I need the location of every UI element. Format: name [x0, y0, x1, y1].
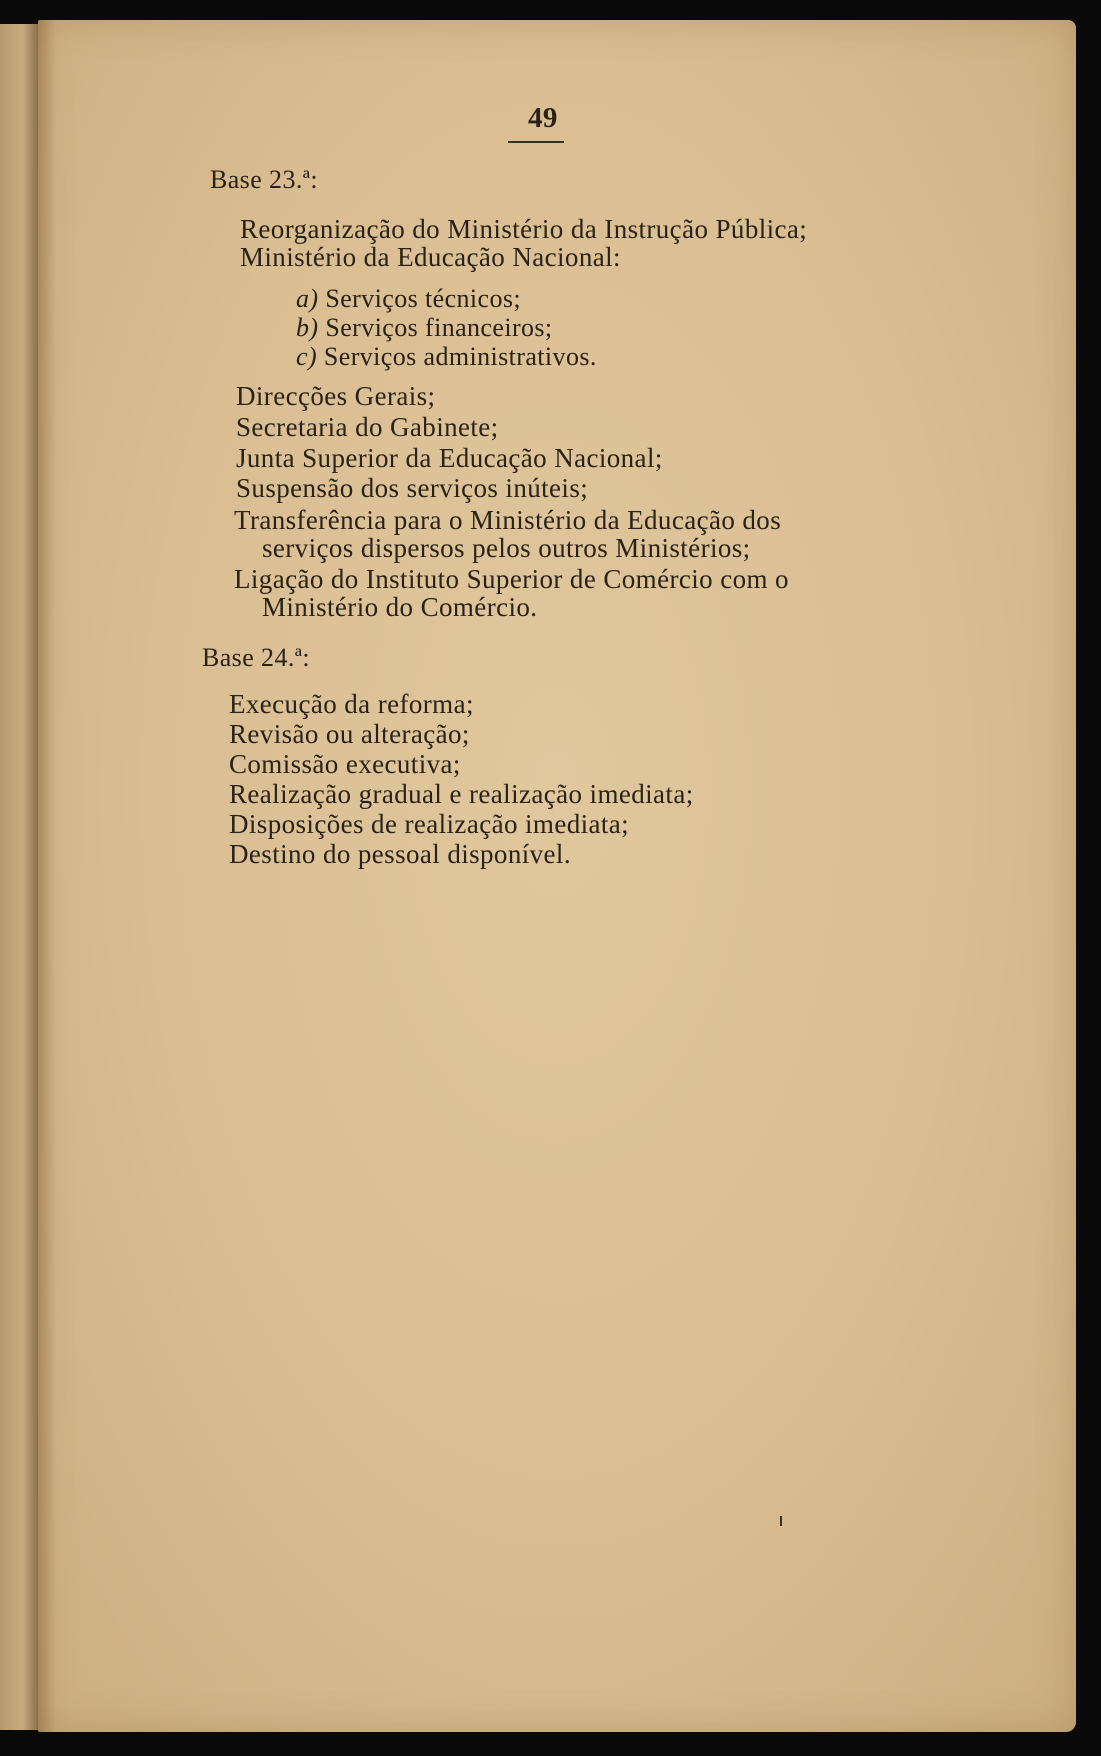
base-23-item-2: Secretaria do Gabinete; — [236, 412, 499, 442]
base-23-item-6-cont: Ministério do Comércio. — [262, 592, 538, 622]
base-23-item-4: Suspensão dos serviços inúteis; — [236, 473, 589, 503]
base-23-item-3: Junta Superior da Educação Nacional; — [236, 443, 663, 473]
base-23-subitem-b — [296, 314, 553, 342]
base-23-item-5: Transferência para o Ministério da Educação dos — [234, 505, 782, 535]
base-23-heading: Base 23.ª: — [210, 165, 318, 194]
base-23-subitem-a — [296, 285, 521, 313]
subitem-text: Serviços administrativos. — [323, 342, 597, 371]
subitem-letter: a) — [296, 284, 319, 313]
base-24-item-6: Destino do pessoal disponível. — [229, 839, 571, 869]
base-23-line-1: Reorganização do Ministério da Instrução Pública; — [240, 214, 808, 244]
base-23-line-2: Ministério da Educação Nacional: — [240, 242, 621, 272]
base-23-item-1: Direcções Gerais; — [236, 381, 436, 411]
base-24-item-2: Revisão ou alteração; — [229, 719, 470, 749]
base-24-item-1: Execução da reforma; — [229, 689, 474, 719]
previous-page-edge — [0, 24, 38, 1730]
base-23-item-5-cont: serviços dispersos pelos outros Ministérios; — [262, 533, 751, 563]
stray-ink-mark — [780, 1516, 782, 1526]
page-number-rule — [508, 141, 564, 143]
subitem-text: Serviços financeiros; — [325, 313, 553, 342]
base-24-item-4: Realização gradual e realização imediata; — [229, 779, 694, 809]
subitem-text: Serviços técnicos; — [325, 284, 522, 313]
base-24-heading: Base 24.ª: — [202, 643, 310, 672]
subitem-letter: b) — [296, 313, 319, 342]
base-24-item-5: Disposições de realização imediata; — [229, 809, 630, 839]
base-23-item-6: Ligação do Instituto Superior de Comércio com o — [234, 564, 789, 594]
base-23-subitem-c — [296, 343, 597, 371]
document-page — [38, 20, 1076, 1732]
subitem-letter: c) — [296, 342, 317, 371]
page-number: 49 — [528, 102, 558, 134]
base-24-item-3: Comissão executiva; — [229, 749, 461, 779]
